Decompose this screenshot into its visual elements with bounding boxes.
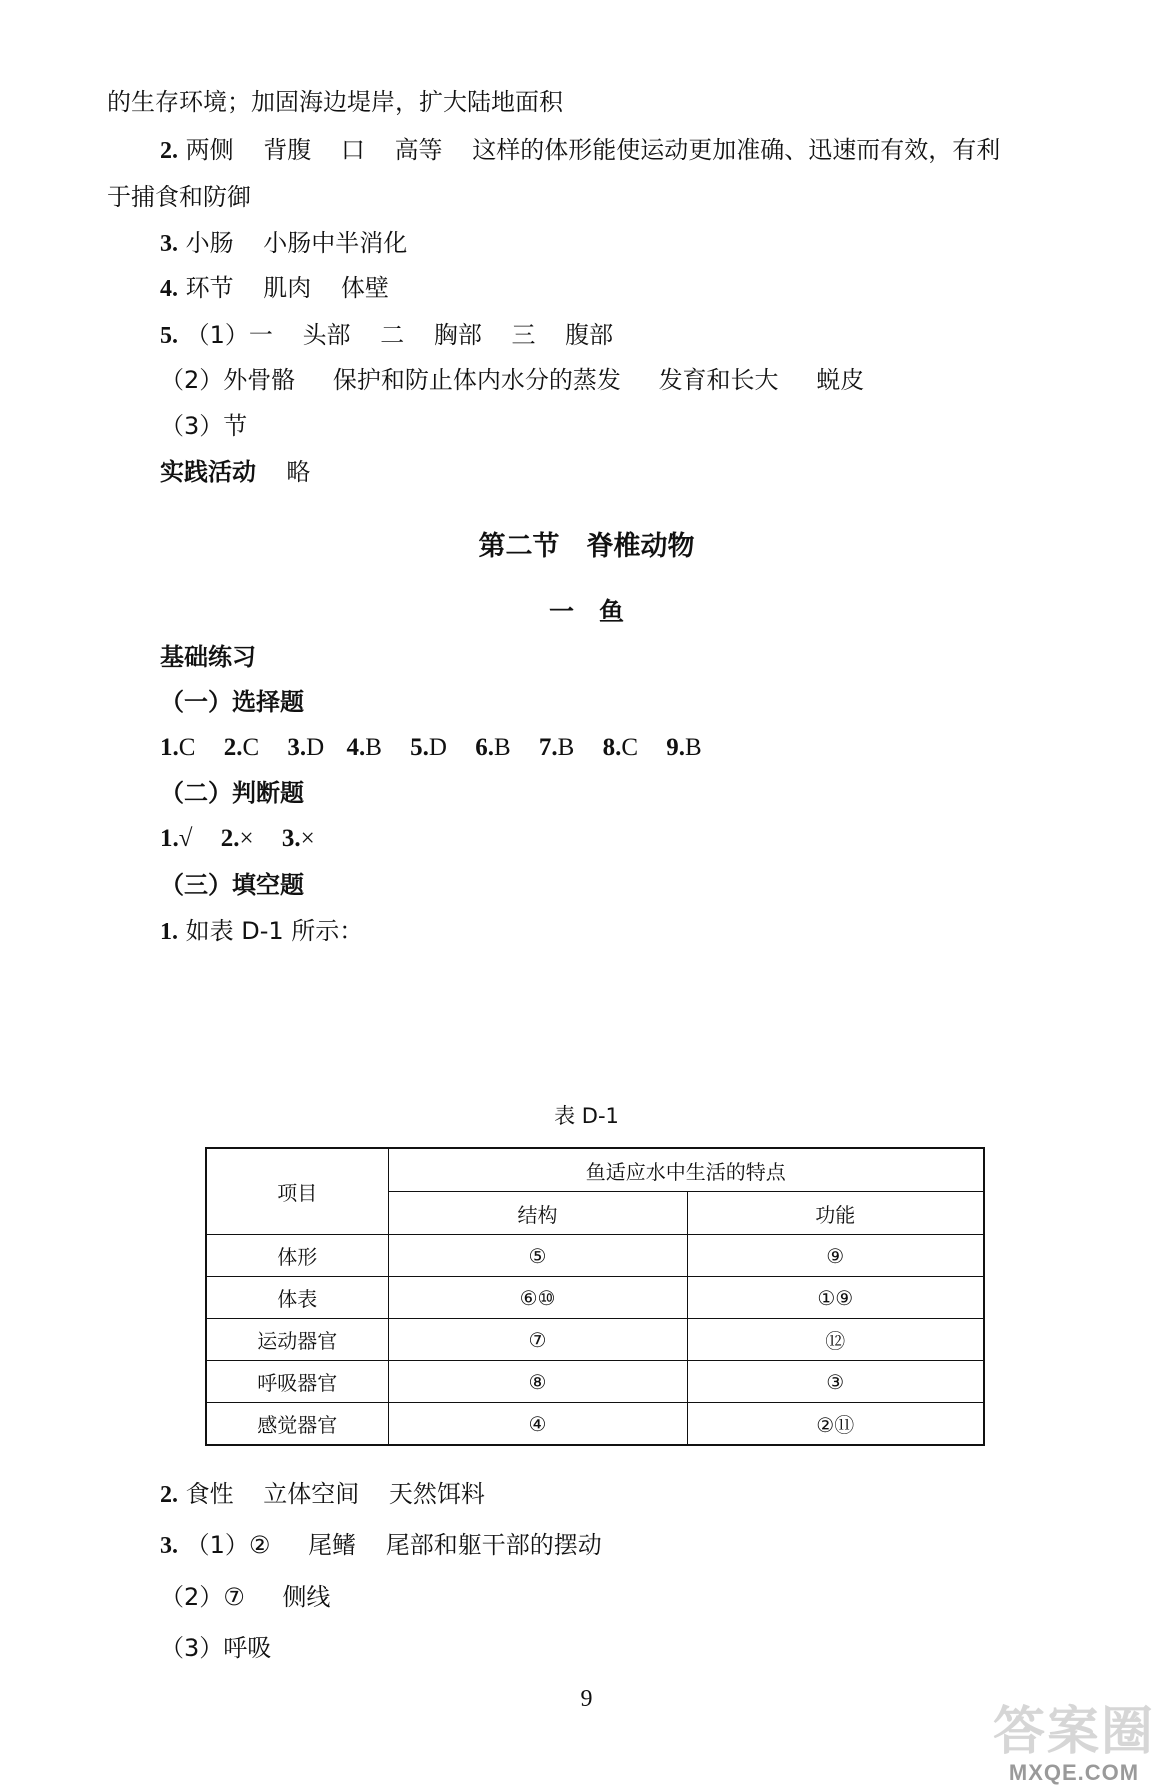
q-answer: C xyxy=(242,734,260,761)
header-structure: 结构 xyxy=(388,1192,687,1235)
fill-answer-3 xyxy=(160,1530,602,1561)
answer-term: 天然饵料 xyxy=(388,1480,485,1508)
row-structure: ⑤ xyxy=(388,1235,687,1277)
page-number: 9 xyxy=(580,1686,593,1712)
q-number: 7. xyxy=(538,734,558,761)
q-number: 4. xyxy=(346,734,366,761)
header-function: 功能 xyxy=(687,1192,984,1235)
choice-answers xyxy=(160,733,702,763)
answer-term: 肌肉 xyxy=(263,274,312,302)
basic-practice-heading: 基础练习 xyxy=(160,643,256,671)
answer-number: 2. xyxy=(160,1482,178,1508)
answer-2-continuation xyxy=(107,182,251,212)
answer-term: 立体空间 xyxy=(263,1480,360,1508)
row-function: ⑫ xyxy=(687,1319,984,1361)
watermark-url: MXQE.COM xyxy=(1008,1760,1140,1785)
q-answer: B xyxy=(493,734,511,761)
watermark-logo: 答案圈 xyxy=(992,1702,1155,1762)
answer-text: 如表 D-1 所示： xyxy=(185,917,364,945)
row-function: ⑨ xyxy=(687,1235,984,1277)
fill-answer-2 xyxy=(160,1479,485,1510)
row-item: 体形 xyxy=(206,1235,388,1277)
row-item: 运动器官 xyxy=(206,1319,388,1361)
q-answer: × xyxy=(300,825,315,852)
answer-number: 1. xyxy=(160,919,178,945)
row-structure: ④ xyxy=(388,1403,687,1446)
q-number: 6. xyxy=(475,734,494,761)
answer-term: 侧线 xyxy=(282,1583,331,1611)
answer-term: 保护和防止体内水分的蒸发 xyxy=(332,366,621,394)
q-number: 3. xyxy=(287,734,307,761)
q-answer: D xyxy=(428,734,447,761)
answer-5-part-3 xyxy=(160,411,247,441)
q-answer: C xyxy=(621,734,638,761)
answer-3 xyxy=(160,228,407,259)
table-row xyxy=(206,1277,984,1319)
row-item: 感觉器官 xyxy=(206,1403,388,1446)
answer-term: 环节 xyxy=(185,274,234,302)
q-answer: × xyxy=(239,825,254,852)
q-number: 5. xyxy=(410,734,429,761)
answer-4 xyxy=(160,273,389,304)
header-group: 鱼适应水中生活的特点 xyxy=(388,1148,984,1192)
q-answer: C xyxy=(178,734,196,761)
practice-activity xyxy=(160,457,310,487)
row-structure: ⑦ xyxy=(388,1319,687,1361)
row-function: ②⑪ xyxy=(687,1403,984,1446)
answer-term: （2）⑦ xyxy=(160,1583,245,1611)
row-function: ③ xyxy=(687,1361,984,1403)
answer-term: 背腹 xyxy=(263,136,312,164)
answer-term: 这样的体形能使运动更加准确、迅速而有效，有利 xyxy=(472,136,1001,164)
q-answer: B xyxy=(685,734,702,761)
answer-5 xyxy=(160,320,613,351)
answer-number: 3. xyxy=(160,1533,178,1559)
answer-term: 食性 xyxy=(185,1480,234,1508)
judge-answers xyxy=(160,824,315,854)
answer-term: 口 xyxy=(340,136,365,164)
answer-term: （1）一 xyxy=(185,321,273,349)
answer-term: 小肠中半消化 xyxy=(263,229,408,257)
answer-term: 小肠 xyxy=(185,229,234,257)
answer-term: （1）② xyxy=(185,1531,271,1559)
answer-number: 5. xyxy=(160,323,178,349)
answer-term: 尾鳍 xyxy=(308,1531,357,1559)
q-answer: B xyxy=(365,734,382,761)
q-number: 3. xyxy=(281,825,301,852)
fill-heading: （三）填空题 xyxy=(160,871,304,899)
q-number: 1. xyxy=(160,825,179,852)
subsection-title: 一 鱼 xyxy=(548,597,624,626)
answer-term: 体壁 xyxy=(340,274,389,302)
q-answer: √ xyxy=(178,825,193,852)
fill-answer-3-part-3: （3）呼吸 xyxy=(160,1634,272,1662)
answer-term: 三 xyxy=(511,321,536,349)
row-structure: ⑧ xyxy=(388,1361,687,1403)
answer-line-continuation xyxy=(107,87,563,117)
q-number: 9. xyxy=(666,734,685,761)
table-caption: 表 D-1 xyxy=(554,1104,619,1128)
text: （3）节 xyxy=(160,412,248,440)
q-answer: B xyxy=(557,734,575,761)
q-number: 2. xyxy=(220,825,240,852)
q-answer: D xyxy=(306,734,325,761)
answer-number: 2. xyxy=(160,138,178,164)
row-structure: ⑥⑩ xyxy=(388,1277,687,1319)
practice-label: 实践活动 xyxy=(160,458,256,486)
row-item: 体表 xyxy=(206,1277,388,1319)
answer-term: 高等 xyxy=(394,136,443,164)
section-title: 第二节 脊椎动物 xyxy=(478,531,695,562)
row-function: ①⑨ xyxy=(687,1277,984,1319)
practice-answer: 略 xyxy=(286,458,311,486)
watermark xyxy=(993,1704,1155,1786)
row-item: 呼吸器官 xyxy=(206,1361,388,1403)
answer-2 xyxy=(160,135,1000,166)
q-number: 8. xyxy=(602,734,622,761)
answer-number: 4. xyxy=(160,276,178,302)
table-row xyxy=(206,1361,984,1403)
answer-term: 头部 xyxy=(302,321,351,349)
q-number: 1. xyxy=(160,734,179,761)
answer-number: 3. xyxy=(160,231,178,257)
answer-term: 两侧 xyxy=(185,136,234,164)
answer-term: 蜕皮 xyxy=(816,366,865,394)
q-number: 2. xyxy=(223,734,243,761)
answer-term: 胸部 xyxy=(433,321,482,349)
header-item: 项目 xyxy=(206,1148,388,1235)
answer-5-part-2 xyxy=(160,365,864,395)
answer-term: 尾部和躯干部的摆动 xyxy=(385,1531,602,1559)
answer-term: （2）外骨骼 xyxy=(160,366,296,394)
text: 于捕食和防御 xyxy=(107,183,251,211)
table-row xyxy=(206,1235,984,1277)
answer-term: 二 xyxy=(380,321,405,349)
fill-answer-1 xyxy=(160,916,363,947)
answer-term: 发育和长大 xyxy=(658,366,779,394)
text: 的生存环境；加固海边堤岸，扩大陆地面积 xyxy=(107,88,563,116)
judge-heading: （二）判断题 xyxy=(160,779,304,807)
table-row xyxy=(206,1319,984,1361)
fill-answer-3-part-2 xyxy=(160,1582,330,1612)
answer-term: 腹部 xyxy=(565,321,614,349)
table-row xyxy=(206,1403,984,1446)
fish-features-table xyxy=(205,1147,985,1446)
choice-heading: （一）选择题 xyxy=(160,688,304,716)
